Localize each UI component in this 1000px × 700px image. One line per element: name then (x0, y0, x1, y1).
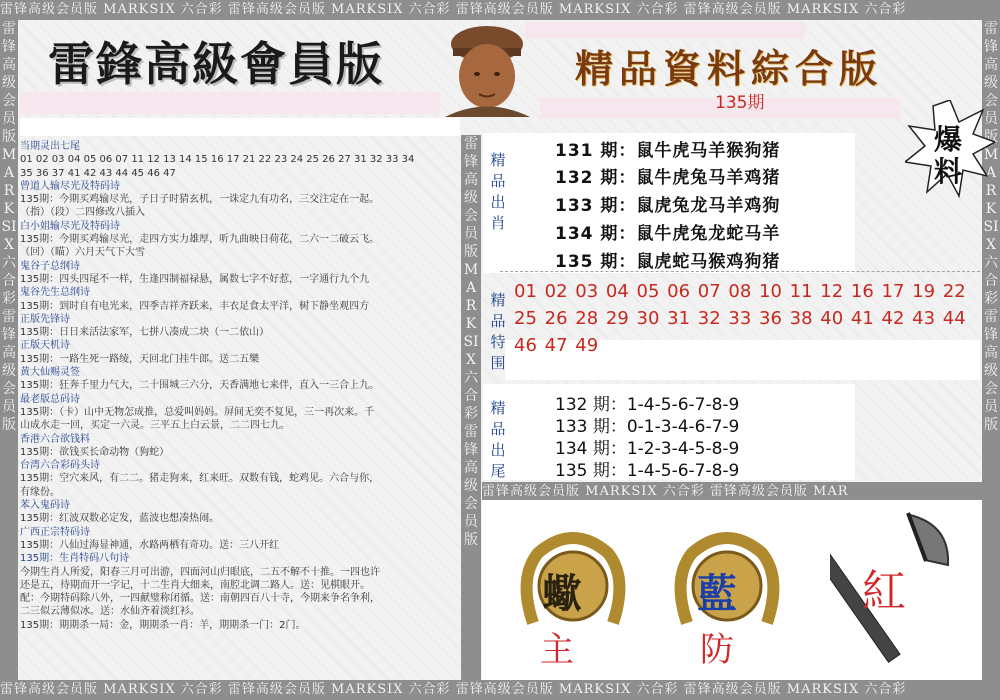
watermark-strip: 雷锋高级会员版 MARKSIX 六合彩 雷锋高级会员版 MAR (482, 482, 982, 502)
tip-line: 还是五，待期而开一字记，十二生肖大细来，南腔北调二路人。送：见棋眼开。 (20, 579, 370, 591)
coin-glyph: 藍 (697, 570, 737, 617)
tip-heading: 正版天机诗 (20, 340, 70, 352)
tail-values: 1-4-5-6-7-8-9 (626, 395, 740, 415)
tail-period: 134 期： (555, 439, 627, 459)
special-numbers: 01 02 03 04 05 06 07 08 10 11 12 16 17 19 22 25 26 28 29 30 31 32 33 36 38 40 41 42 43 44 46 47 49 (514, 281, 966, 356)
tip-line: 135期：今期买鸡输尽光，子日子时猜玄机，一诛定九有功名，三交注定在一起。 (20, 194, 380, 206)
zodiac-animals: 鼠牛虎马羊猴狗猪 (636, 141, 781, 161)
page-title: 雷鋒高級會員版 (48, 37, 384, 91)
tip-heading: 最老版总码诗 (20, 393, 80, 405)
special-section-label: 精品特围 (490, 291, 506, 372)
tip-heading: 广西正宗特码诗 (20, 526, 90, 538)
tip-heading: 135期：生肖特码八句诗 (20, 553, 130, 565)
portrait-image (435, 22, 540, 117)
tip-heading: 鬼谷先生总纲诗 (20, 287, 90, 299)
tip-line: 二三似云薄似冰。送：水仙齐着淡红衫。 (20, 606, 200, 618)
tip-line: （指）（段）二四修改八插入 (20, 207, 145, 219)
zodiac-animals: 鼠牛虎兔龙蛇马羊 (636, 224, 781, 244)
tip-line: 135期：四头四尾不一样，生逢四制福禄悬，属数七字不好惹，一字通行九个九 (20, 273, 370, 285)
tail-values: 0-1-3-4-6-7-9 (626, 417, 740, 437)
tail-row (555, 456, 739, 481)
tip-heading: 当期灵出七尾 (20, 141, 80, 152)
tip-line: 135期：（卡）山中无物怎成推，总爱叫妈妈。屏间无奕不复见，三一再次来。千 (20, 406, 375, 418)
tip-heading: 鬼谷子总纲诗 (20, 260, 80, 272)
coin-glyph: 蠍 (542, 570, 582, 617)
tip-line: 01 02 03 04 05 06 07 11 12 13 14 15 16 17 21 22 23 24 25 26 27 31 32 33 34 (20, 154, 415, 166)
tip-line: 135期：狂奔千里力气大，二十围城三六分，天香满地七来伴，直入一三合上九。 (20, 380, 380, 392)
pink-band (20, 92, 440, 114)
tip-line: 山成水走一回，买定一六灵。三平五上白云景，二二四七九。 (20, 420, 290, 432)
tip-line: 135期：八仙过海显神通，水路两栖有奇功。送：三八开红 (20, 539, 280, 551)
pink-band (525, 22, 805, 38)
zodiac-row (555, 163, 780, 188)
tips-text-panel (20, 140, 460, 678)
tip-line: 135期：到时自有电光来，四季吉祥齐跃来，丰衣足食太平洋，树下静坐观四方 (20, 300, 370, 312)
zodiac-period: 131 期： (555, 141, 637, 161)
tip-line: 135期：欲钱买长命动物（狗蛇） (20, 446, 170, 458)
burst-label: 爆料 (933, 123, 962, 188)
zodiac-period: 135 期： (555, 252, 637, 272)
tip-heading: 曾道人输尽光及特码诗 (20, 180, 120, 192)
zodiac-animals: 鼠牛虎兔马羊鸡猪 (636, 168, 781, 188)
page-subtitle: 精品資料綜合版 (575, 46, 884, 91)
tip-line: 135期：期期杀一局：金，期期杀一肖：羊，期期杀一门：2门。 (20, 619, 306, 631)
tip-line: 有缘份。 (20, 486, 60, 498)
dashed-divider (500, 271, 980, 272)
tip-line: 135期：今期买鸡输尽光，走四方实力雄厚，听九曲映日荷花，二六一二破云飞。 (20, 234, 380, 246)
tip-line: 135期：红波双数必定发，蓝波也想凑热闹。 (20, 513, 220, 525)
tip-heading: 香港六合欲钱料 (20, 433, 90, 445)
tail-period: 135 期： (555, 461, 627, 481)
tail-values: 1-4-5-6-7-8-9 (626, 461, 740, 481)
tip-line: （回）（瞄）六月天气下大雪 (20, 247, 145, 259)
zodiac-row (555, 247, 780, 272)
zodiac-animals: 鼠虎兔龙马羊鸡狗 (636, 196, 781, 216)
zodiac-section-label: 精品出肖 (490, 151, 506, 232)
zodiac-row (555, 219, 780, 244)
tip-heading: 白小姐输尽光及特码诗 (20, 220, 120, 232)
tip-line: 配：今期特码除八外，一四献璧称闭循。送：南朝四百八十寺，今期来争名争利， (20, 593, 380, 605)
zodiac-period: 134 期： (555, 224, 637, 244)
tip-heading: 苯入鬼码诗 (20, 500, 70, 512)
white-band (20, 118, 460, 136)
tip-heading: 正版先锋诗 (20, 313, 70, 325)
zodiac-animals: 鼠虎蛇马猴鸡狗猪 (636, 252, 781, 272)
tail-values: 1-2-3-4-5-8-9 (626, 439, 740, 459)
tip-line: 135期：空穴来风，有二二。猪走狗来，红来旺。双数有钱，蛇鸡见。六合与你， (20, 473, 380, 485)
issue-period: 135期 (715, 93, 765, 113)
tail-period: 132 期： (555, 395, 627, 415)
zodiac-period: 133 期： (555, 196, 637, 216)
tip-line: 今期生肖人所爱，阳春三月可出游，四面河山归眼底，二五不解不十推。一四也许 (20, 566, 380, 578)
tail-period: 133 期： (555, 417, 627, 437)
watermark-right: 雷锋高级会员版MARKSIX六合彩雷锋高级会员版 (982, 20, 1000, 680)
zodiac-row (555, 191, 780, 216)
tail-section-label: 精品出尾 (490, 399, 506, 480)
zodiac-period: 132 期： (555, 168, 637, 188)
zodiac-row (555, 136, 780, 161)
watermark-bottom: 雷锋高级会员版 MARKSIX 六合彩 雷锋高级会员版 MARKSIX 六合彩 雷锋高级会员版 MARKSIX 六合彩 雷锋高级会员版 MARKSIX 六合彩 (0, 680, 1000, 700)
main-label: 主 (540, 630, 574, 670)
tip-line: 135期：一路生死一路绫，天回北门挂牛郎。送二五樂 (20, 353, 260, 365)
watermark-middle: 雷锋高级会员版MARKSIX六合彩雷锋高级会员版 (461, 135, 481, 680)
red-label: 紅 (862, 566, 906, 617)
tip-heading: 黄大仙赐灵签 (20, 367, 80, 379)
watermark-left: 雷锋高级会员版MARKSIX六合彩雷锋高级会员版 (0, 20, 18, 680)
tip-line: 135期：日日来活法家军，七拼八凑成二块（一二依山） (20, 327, 270, 339)
watermark-top: 雷锋高级会员版 MARKSIX 六合彩 雷锋高级会员版 MARKSIX 六合彩 雷锋高级会员版 MARKSIX 六合彩 雷锋高级会员版 MARKSIX 六合彩 (0, 0, 1000, 20)
tip-heading: 台湾六合彩码头诗 (20, 460, 100, 472)
defend-label: 防 (700, 630, 734, 670)
tip-line: 35 36 37 41 42 43 44 45 46 47 (20, 167, 176, 179)
